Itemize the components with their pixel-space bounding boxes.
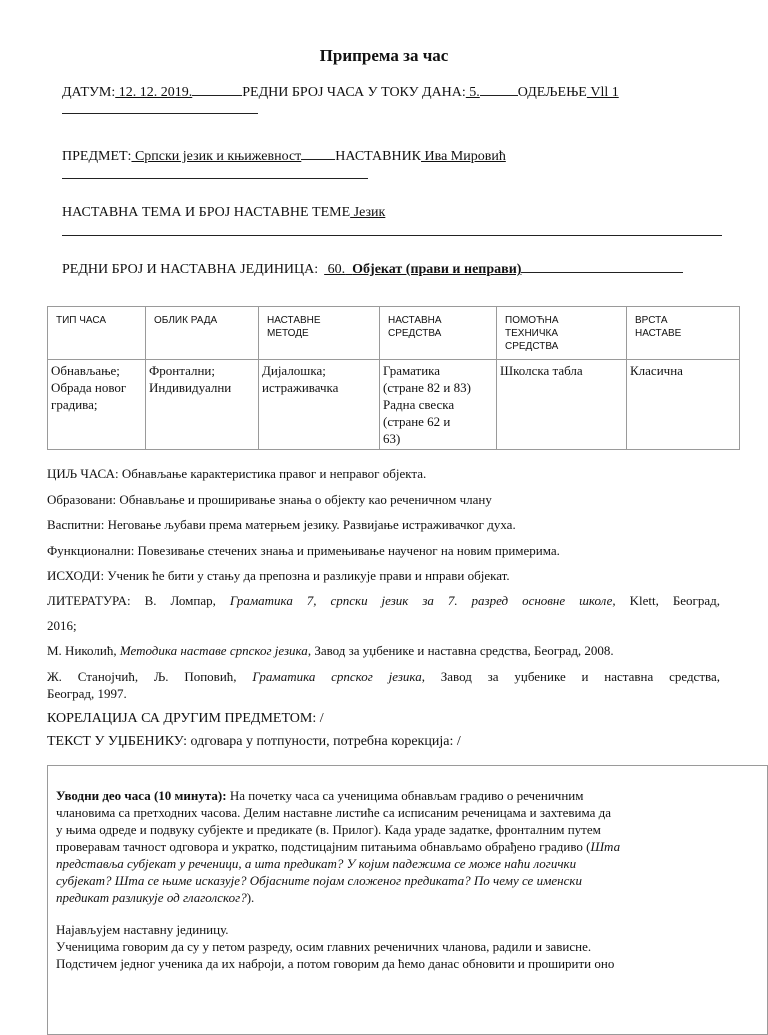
topic-line (62, 205, 385, 221)
header-teaching-type: ВРСТА НАСТАВЕ (627, 307, 740, 360)
table-header-row (48, 307, 740, 360)
class-value: Vll 1 (586, 85, 619, 100)
intro-line-3: у њима одреде и подвуку субјекте и предикате (в. Прилог). Када ураде задатке, фронталним путем (56, 822, 601, 837)
page-title: Припрема за час (319, 46, 449, 65)
lit2-rest: , Завод за уџбенике и наставна средства, Београд, 2008. (307, 643, 614, 658)
textbook-text: ТЕКСТ У УЏБЕНИКУ: одговара у потпуности, потребна корекција: / (47, 734, 461, 749)
lit1-title: Граматика 7, српски језик за 7. разред основне школе, (229, 593, 616, 608)
lesson-of-day-label: РЕДНИ БРОЈ ЧАСА У ТОКУ ДАНА: (242, 85, 466, 100)
cell-lesson-type: Обнављање; Обрада новог градива; (48, 360, 146, 450)
topic-value: Језик (350, 205, 386, 220)
cell-work-form: Фронтални; Индивидуални (146, 360, 259, 450)
intro-line-7: предикат разликује од глаголског?). (56, 890, 255, 905)
header-teaching-methods: НАСТАВНЕ МЕТОДЕ (259, 307, 380, 360)
cell-teaching-methods: Дијалошка; истраживачка (259, 360, 380, 450)
unit-value: Објекат (прави и неправи) (352, 262, 522, 277)
correlation-text: КОРЕЛАЦИЈА СА ДРУГИМ ПРЕДМЕТОМ: / (47, 711, 324, 726)
header-lesson-type: ТИП ЧАСА (48, 307, 146, 360)
topic-line-rule (62, 235, 722, 236)
lit3-title: Граматика српског језика (252, 669, 422, 684)
cell-technical-aids: Школска табла (497, 360, 627, 450)
date-fill (192, 84, 242, 96)
lesson-of-day-value: 5. (465, 85, 480, 100)
table-row (48, 360, 740, 450)
literature-label: ЛИТЕРАТУРА: (47, 593, 131, 608)
subject-value: Српски језик и књижевност (131, 149, 302, 164)
date-label: ДАТУМ: (62, 85, 116, 100)
literature-line-3 (47, 669, 720, 685)
subject-line (62, 148, 506, 165)
outcomes-text: ИСХОДИ: Ученик ће бити у стању да препозна и разликује прави и нправи објекат. (47, 568, 510, 583)
educational-text: Образовани: Обнављање и проширивање знања о објекту као реченичном члану (47, 492, 492, 507)
lit2-title: Методика наставе српског језика (119, 643, 308, 658)
intro-line-8: Најављујем наставну јединицу. (56, 922, 229, 937)
date-line-rule (62, 113, 258, 114)
lit2-author: М. Николић, (47, 643, 117, 658)
date-line (62, 84, 619, 101)
topic-label: НАСТАВНА ТЕМА И БРОЈ НАСТАВНЕ ТЕМЕ (62, 205, 351, 220)
unit-number: 60. (324, 262, 346, 277)
literature-line-2 (47, 643, 614, 659)
lit3-rest: , Завод за уџбенике и наставна средства, (421, 669, 720, 684)
goal-text: ЦИЉ ЧАСА: Обнављање карактеристика правог и неправог објекта. (47, 466, 427, 481)
unit-fill (521, 261, 683, 273)
lit1-publisher: Klett, Београд, (629, 593, 721, 608)
functional-text: Функционални: Повезивање стечених знања и примењивање наученог на новим примерима. (47, 543, 560, 558)
literature-line-1 (47, 593, 720, 609)
intro-line-4: проверавам тачност одговора и укратко, подстицајним питањима обнављамо обрађено градиво (Шта (56, 839, 621, 854)
lesson-of-day-fill (480, 84, 518, 96)
unit-label: РЕДНИ БРОЈ И НАСТАВНА ЈЕДИНИЦА: (62, 262, 319, 277)
lesson-info-table (47, 306, 740, 450)
intro-line-9: Ученицима говорим да су у петом разреду, осим главних реченичних чланова, радили и зависне. (56, 939, 592, 954)
subject-line-rule (62, 178, 368, 179)
header-teaching-aids: НАСТАВНА СРЕДСТВА (380, 307, 497, 360)
intro-heading: Уводни део часа (10 минута): (56, 788, 227, 803)
lit1-year: 2016; (47, 618, 77, 633)
intro-line-2: члановима са претходних часова. Делим наставне листиће са исписаним реченицама и захтевима да (56, 805, 612, 820)
subject-fill (301, 148, 335, 160)
lit3-year: Београд, 1997. (47, 686, 127, 701)
cell-teaching-type: Класична (627, 360, 740, 450)
intro-line-6: субјекат? Шта се њиме исказује? Објасните појам сложеног предиката? По чему се именски (56, 873, 582, 888)
lit3-author: Ж. Станојчић, Љ. Поповић, (47, 669, 237, 684)
intro-section-box (47, 765, 768, 1035)
intro-line-1: Уводни део часа (10 минута): На почетку часа са ученицима обнављам градиво о реченичним (56, 788, 584, 803)
cell-teaching-aids: Граматика (стране 82 и 83) Радна свеска (стране 62 и 63) (380, 360, 497, 450)
teacher-value: Ива Мировић (421, 149, 506, 164)
lit1-author: В. Ломпар, (144, 593, 216, 608)
upbringing-text: Васпитни: Неговање љубави према матерњем језику. Развијање истраживачког духа. (47, 517, 516, 532)
intro-line-5: представља субјекат у реченици, а шта предикат? У којим падежима се може наћи логички (56, 856, 577, 871)
date-value: 12. 12. 2019. (115, 85, 193, 100)
subject-label: ПРЕДМЕТ: (62, 149, 132, 164)
intro-line-10: Подстичем једног ученика да их наброји, а потом говорим да ћемо данас обновити и проширити оно (56, 956, 615, 971)
header-work-form: ОБЛИК РАДА (146, 307, 259, 360)
teacher-label: НАСТАВНИК (335, 149, 422, 164)
header-technical-aids: ПОМОЋНА ТЕХНИЧКА СРЕДСТВА (497, 307, 627, 360)
unit-line (62, 261, 683, 278)
class-label: ОДЕЉЕЊЕ (517, 85, 587, 100)
